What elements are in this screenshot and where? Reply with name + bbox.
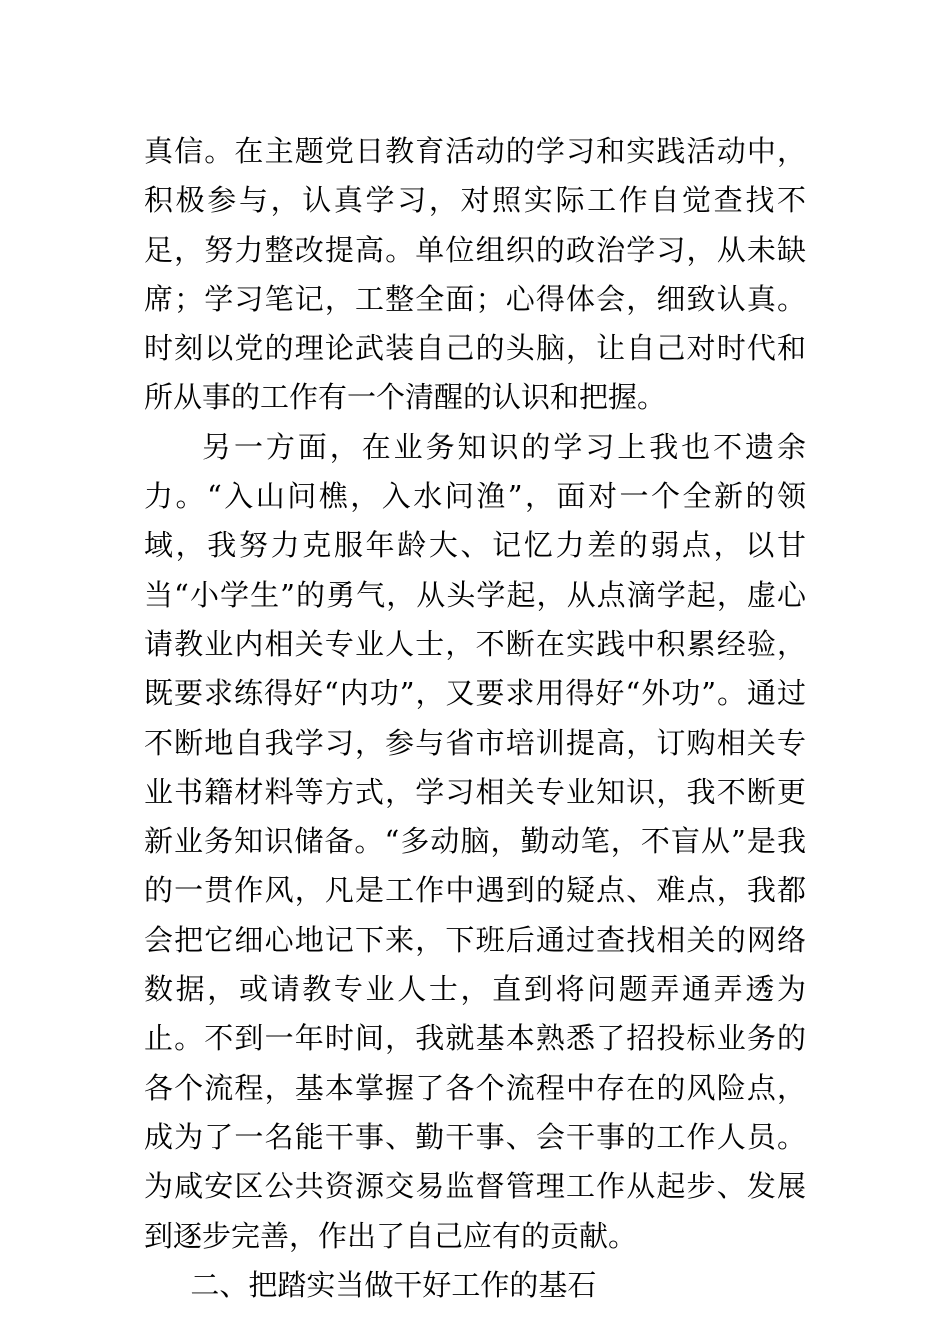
- paragraph-continuation: 真信。在主题党日教育活动的学习和实践活动中，积极参与，认真学习，对照实际工作自觉查找不足，努力整改提高。单位组织的政治学习，从未缺席；学习笔记，工整全面；心得体会，细致认真。时刻以党的理论武装自己的头脑，让自己对时代和所从事的工作有一个清醒的认识和把握。: [144, 134, 806, 415]
- document-body: [144, 127, 806, 1310]
- paragraph-business-learning: 另一方面，在业务知识的学习上我也不遗余力。“入山问樵，入水问渔”，面对一个全新的领域，我努力克服年龄大、记忆力差的弱点，以甘当“小学生”的勇气，从头学起，从点滴学起，虚心请教业内相关专业人士，不断在实践中积累经验，既要求练得好“内功”，又要求用得好“外功”。通过不断地自我学习，参与省市培训提高，订购相关专业书籍材料等方式，学习相关专业知识，我不断更新业务知识储备。“多动脑，勤动笔，不盲从”是我的一贯作风，凡是工作中遇到的疑点、难点，我都会把它细心地记下来，下班后通过查找相关的网络数据，或请教专业人士，直到将问题弄通弄透为止。不到一年时间，我就基本熟悉了招投标业务的各个流程，基本掌握了各个流程中存在的风险点，成为了一名能干事、勤干事、会干事的工作人员。为咸安区公共资源交易监督管理工作从起步、发展到逐步完善，作出了自己应有的贡献。: [144, 429, 806, 1253]
- section-heading: 二、把踏实当做干好工作的基石: [190, 1267, 597, 1302]
